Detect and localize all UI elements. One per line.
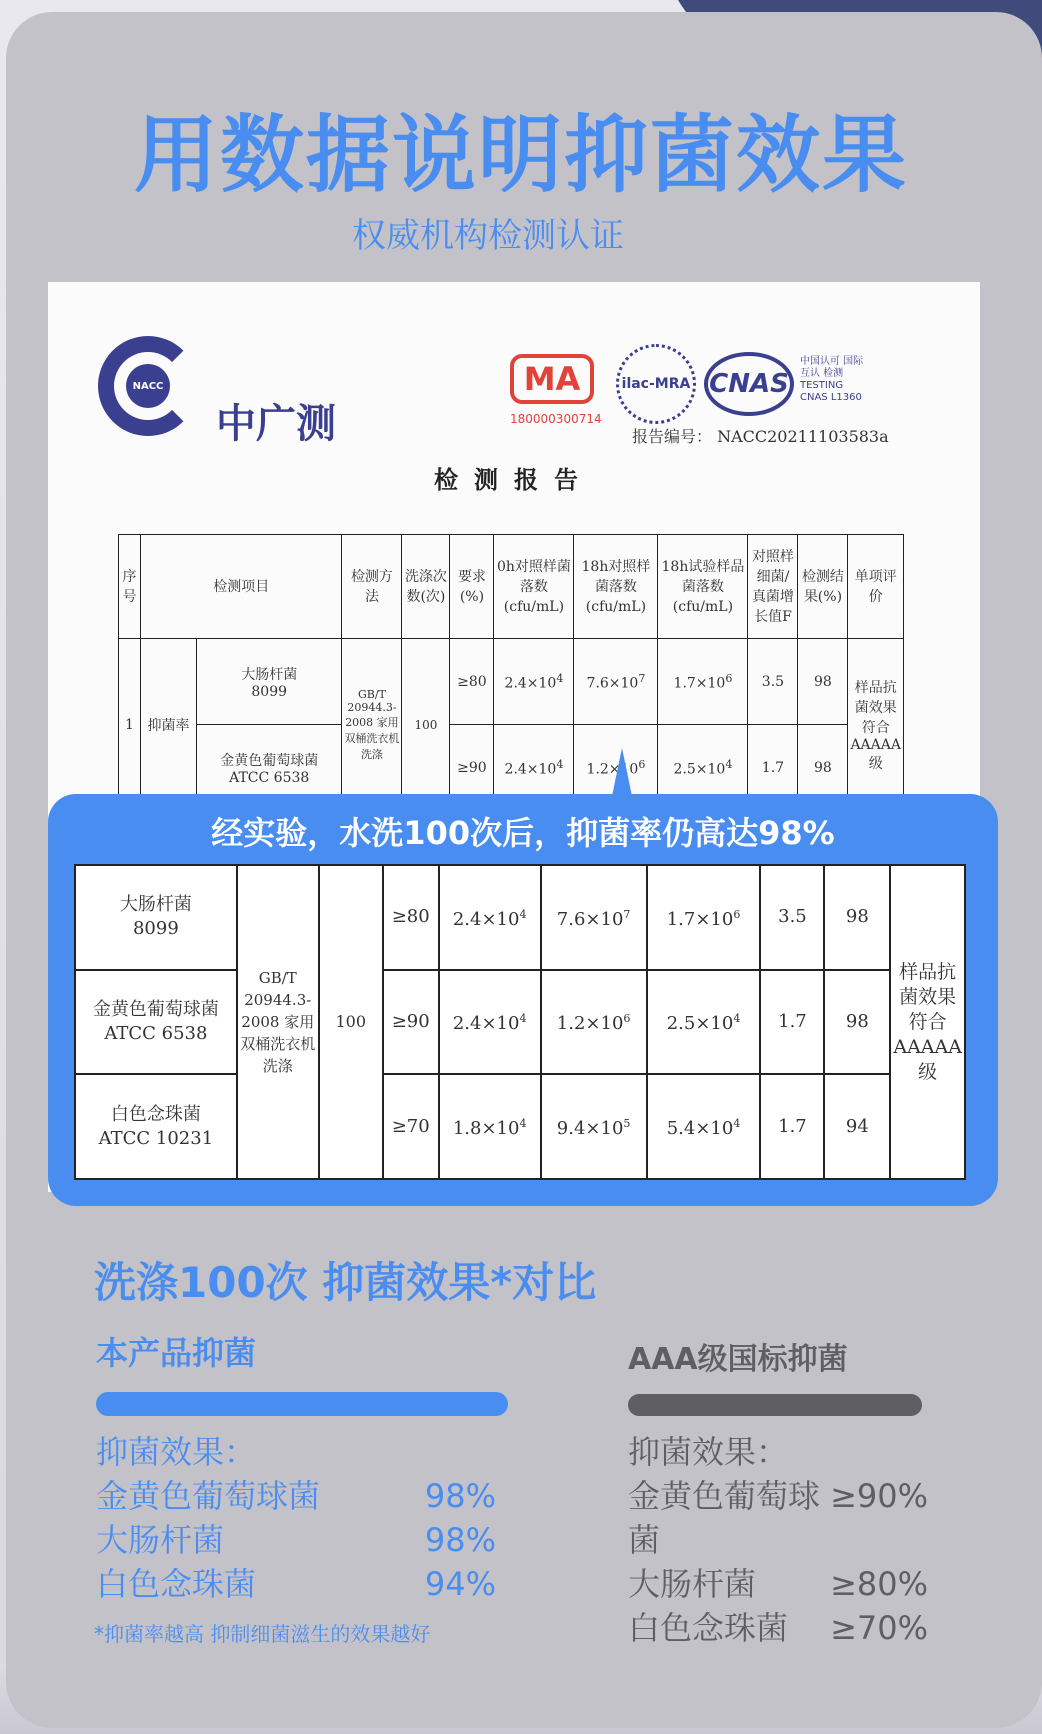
cell-req: ≥80 xyxy=(450,639,494,725)
value: 7.6×10 xyxy=(586,675,639,692)
cell-c0 xyxy=(439,970,541,1075)
organism-strain: ATCC 10231 xyxy=(98,1127,214,1149)
standard-column xyxy=(628,1334,930,1650)
cell-c18 xyxy=(574,639,658,725)
organism-strain: ATCC 6538 xyxy=(229,769,310,786)
cell-t18 xyxy=(647,970,761,1075)
exponent: 7 xyxy=(623,907,631,921)
cell-organism xyxy=(75,1074,237,1179)
org-name: 中广测 xyxy=(216,401,336,447)
organism-name: 白色念珠菌 xyxy=(110,1103,201,1125)
cell-c0 xyxy=(439,1074,541,1179)
cell-organism xyxy=(75,970,237,1075)
item-name: 大肠杆菌 xyxy=(628,1565,757,1603)
item-value: ≥70% xyxy=(830,1609,928,1647)
cell-req: ≥90 xyxy=(450,725,494,811)
exponent: 5 xyxy=(623,1117,631,1131)
cell-f: 1.7 xyxy=(760,970,824,1075)
value: 1.2×10 xyxy=(556,1013,624,1035)
callout-pointer xyxy=(612,748,632,796)
list-item xyxy=(96,1474,496,1518)
standard-bar xyxy=(628,1394,922,1416)
cell-method: GB/T 20944.3-2008 家用双桶洗衣机洗涤 xyxy=(237,865,319,1179)
value: 2.4×10 xyxy=(452,1013,520,1035)
table-row xyxy=(75,865,965,970)
highlight-headline: 经实验，水洗100次后，抑菌率仍高达98% xyxy=(211,814,835,852)
exponent: 4 xyxy=(519,907,527,921)
exponent: 6 xyxy=(638,757,646,771)
value: 2.4×10 xyxy=(504,761,557,778)
list-item xyxy=(96,1562,496,1606)
organism-name: 大肠杆菌 xyxy=(119,894,192,916)
col-header: 单项评价 xyxy=(848,535,904,639)
comparison-title: 洗涤100次 抑菌效果*对比 xyxy=(94,1258,597,1307)
table-header-row xyxy=(119,535,904,639)
cell-washes: 100 xyxy=(319,865,383,1179)
our-product-list xyxy=(96,1430,496,1606)
report-table xyxy=(118,534,904,811)
footnote: *抑菌率越高 抑制细菌滋生的效果越好 xyxy=(94,1622,431,1646)
list-item xyxy=(628,1474,928,1562)
cell-t18 xyxy=(647,865,761,970)
cell-washes: 100 xyxy=(402,639,450,811)
cell-f: 3.5 xyxy=(748,639,798,725)
exponent: 4 xyxy=(519,1117,527,1131)
cell-index: 1 xyxy=(119,639,141,811)
exponent: 4 xyxy=(556,757,564,771)
cell-f: 1.7 xyxy=(748,725,798,811)
nacc-logo-icon: NACC xyxy=(126,364,170,408)
cell-result: 98 xyxy=(798,639,848,725)
effect-label: 抑菌效果： xyxy=(628,1433,789,1471)
cma-cert-icon: MA xyxy=(510,354,594,404)
organism-name: 金黄色葡萄球菌 xyxy=(220,752,319,769)
exponent: 4 xyxy=(725,757,733,771)
cell-f: 3.5 xyxy=(760,865,824,970)
item-name: 金黄色葡萄球菌 xyxy=(628,1477,821,1559)
effect-label: 抑菌效果： xyxy=(96,1433,257,1471)
cell-c0 xyxy=(439,865,541,970)
value: 1.7×10 xyxy=(666,908,734,930)
value: 9.4×10 xyxy=(556,1118,624,1140)
table-row xyxy=(75,970,965,1075)
list-item xyxy=(96,1518,496,1562)
value: 7.6×10 xyxy=(556,908,624,930)
our-product-bar xyxy=(96,1392,508,1416)
value: 1.8×10 xyxy=(452,1118,520,1140)
organism-strain: ATCC 6538 xyxy=(104,1022,208,1044)
item-value: 98% xyxy=(424,1521,496,1559)
col-header: 序号 xyxy=(119,535,141,639)
col-header: 要求(%) xyxy=(450,535,494,639)
organism-name: 大肠杆菌 xyxy=(241,666,298,683)
cnas-cert-note: 中国认可 国际互认 检测 TESTING CNAS L1360 xyxy=(800,356,864,403)
col-header: 检测项目 xyxy=(141,535,342,639)
cell-c18 xyxy=(541,1074,647,1179)
exponent: 6 xyxy=(623,1012,631,1026)
cma-cert-number: 180000300714 xyxy=(510,412,602,426)
col-header: 0h对照样菌落数(cfu/mL) xyxy=(494,535,574,639)
item-value: ≥90% xyxy=(830,1477,928,1515)
exponent: 6 xyxy=(733,907,741,921)
page-subtitle: 权威机构检测认证 xyxy=(352,216,624,256)
zoomed-results-table xyxy=(74,864,966,1180)
standard-heading: AAA级国标抑菌 xyxy=(628,1342,848,1377)
cell-req: ≥70 xyxy=(383,1074,439,1179)
cell-req: ≥90 xyxy=(383,970,439,1075)
cell-c0 xyxy=(494,639,574,725)
cell-result: 94 xyxy=(824,1074,890,1179)
page-title: 用数据说明抑菌效果 xyxy=(133,106,908,204)
cell-c18 xyxy=(541,970,647,1075)
item-name: 大肠杆菌 xyxy=(96,1521,225,1559)
value: 5.4×10 xyxy=(666,1118,734,1140)
exponent: 6 xyxy=(725,671,733,685)
cell-t18 xyxy=(647,1074,761,1179)
exponent: 4 xyxy=(556,671,564,685)
value: 2.5×10 xyxy=(673,761,726,778)
cell-c18 xyxy=(541,865,647,970)
cell-req: ≥80 xyxy=(383,865,439,970)
value: 2.4×10 xyxy=(452,908,520,930)
cell-organism xyxy=(197,639,342,725)
value: 1.7×10 xyxy=(673,675,726,692)
cell-f: 1.7 xyxy=(760,1074,824,1179)
cell-method: GB/T 20944.3-2008 家用双桶洗衣机洗涤 xyxy=(342,639,402,811)
item-value: 98% xyxy=(424,1477,496,1515)
item-name: 白色念珠菌 xyxy=(96,1565,257,1603)
col-header: 检测方法 xyxy=(342,535,402,639)
report-number: 报告编号： NACC20211103583a xyxy=(632,427,889,446)
our-product-column xyxy=(96,1328,508,1606)
col-header: 检测结果(%) xyxy=(798,535,848,639)
value: 1.2×10 xyxy=(586,761,639,778)
exponent: 7 xyxy=(638,671,646,685)
item-name: 金黄色葡萄球菌 xyxy=(96,1477,321,1515)
organism-strain: 8099 xyxy=(251,683,288,700)
cell-result: 98 xyxy=(824,970,890,1075)
exponent: 4 xyxy=(733,1117,741,1131)
cnas-cert-icon: CNAS xyxy=(704,352,794,416)
col-header: 对照样细菌/真菌增长值F xyxy=(748,535,798,639)
col-header: 18h试验样品菌落数(cfu/mL) xyxy=(658,535,748,639)
item-name: 白色念珠菌 xyxy=(628,1609,789,1647)
table-row xyxy=(75,1074,965,1179)
cell-verdict: 样品抗菌效果符合AAAAA级 xyxy=(890,865,965,1179)
exponent: 4 xyxy=(733,1012,741,1026)
col-header: 18h对照样菌落数(cfu/mL) xyxy=(574,535,658,639)
cell-verdict: 样品抗菌效果符合AAAAA级 xyxy=(848,639,904,811)
our-product-heading: 本产品抑菌 xyxy=(96,1334,257,1372)
exponent: 4 xyxy=(519,1012,527,1026)
list-item xyxy=(628,1562,928,1606)
ilac-cert-icon: ilac-MRA xyxy=(616,344,696,424)
list-item xyxy=(628,1606,928,1650)
value: 2.5×10 xyxy=(666,1013,734,1035)
col-header: 洗涤次数(次) xyxy=(402,535,450,639)
item-value: 94% xyxy=(424,1565,496,1603)
item-value: ≥80% xyxy=(830,1565,928,1603)
organism-strain: 8099 xyxy=(132,918,179,940)
report-title: 检测报告 xyxy=(434,465,594,494)
value: 2.4×10 xyxy=(504,675,557,692)
cell-organism xyxy=(75,865,237,970)
table-row xyxy=(119,639,904,725)
cell-result: 98 xyxy=(824,865,890,970)
organism-name: 金黄色葡萄球菌 xyxy=(92,998,219,1020)
cell-result: 98 xyxy=(798,725,848,811)
cell-t18 xyxy=(658,639,748,725)
standard-list xyxy=(628,1430,928,1650)
cell-item-group: 抑菌率 xyxy=(141,639,197,811)
